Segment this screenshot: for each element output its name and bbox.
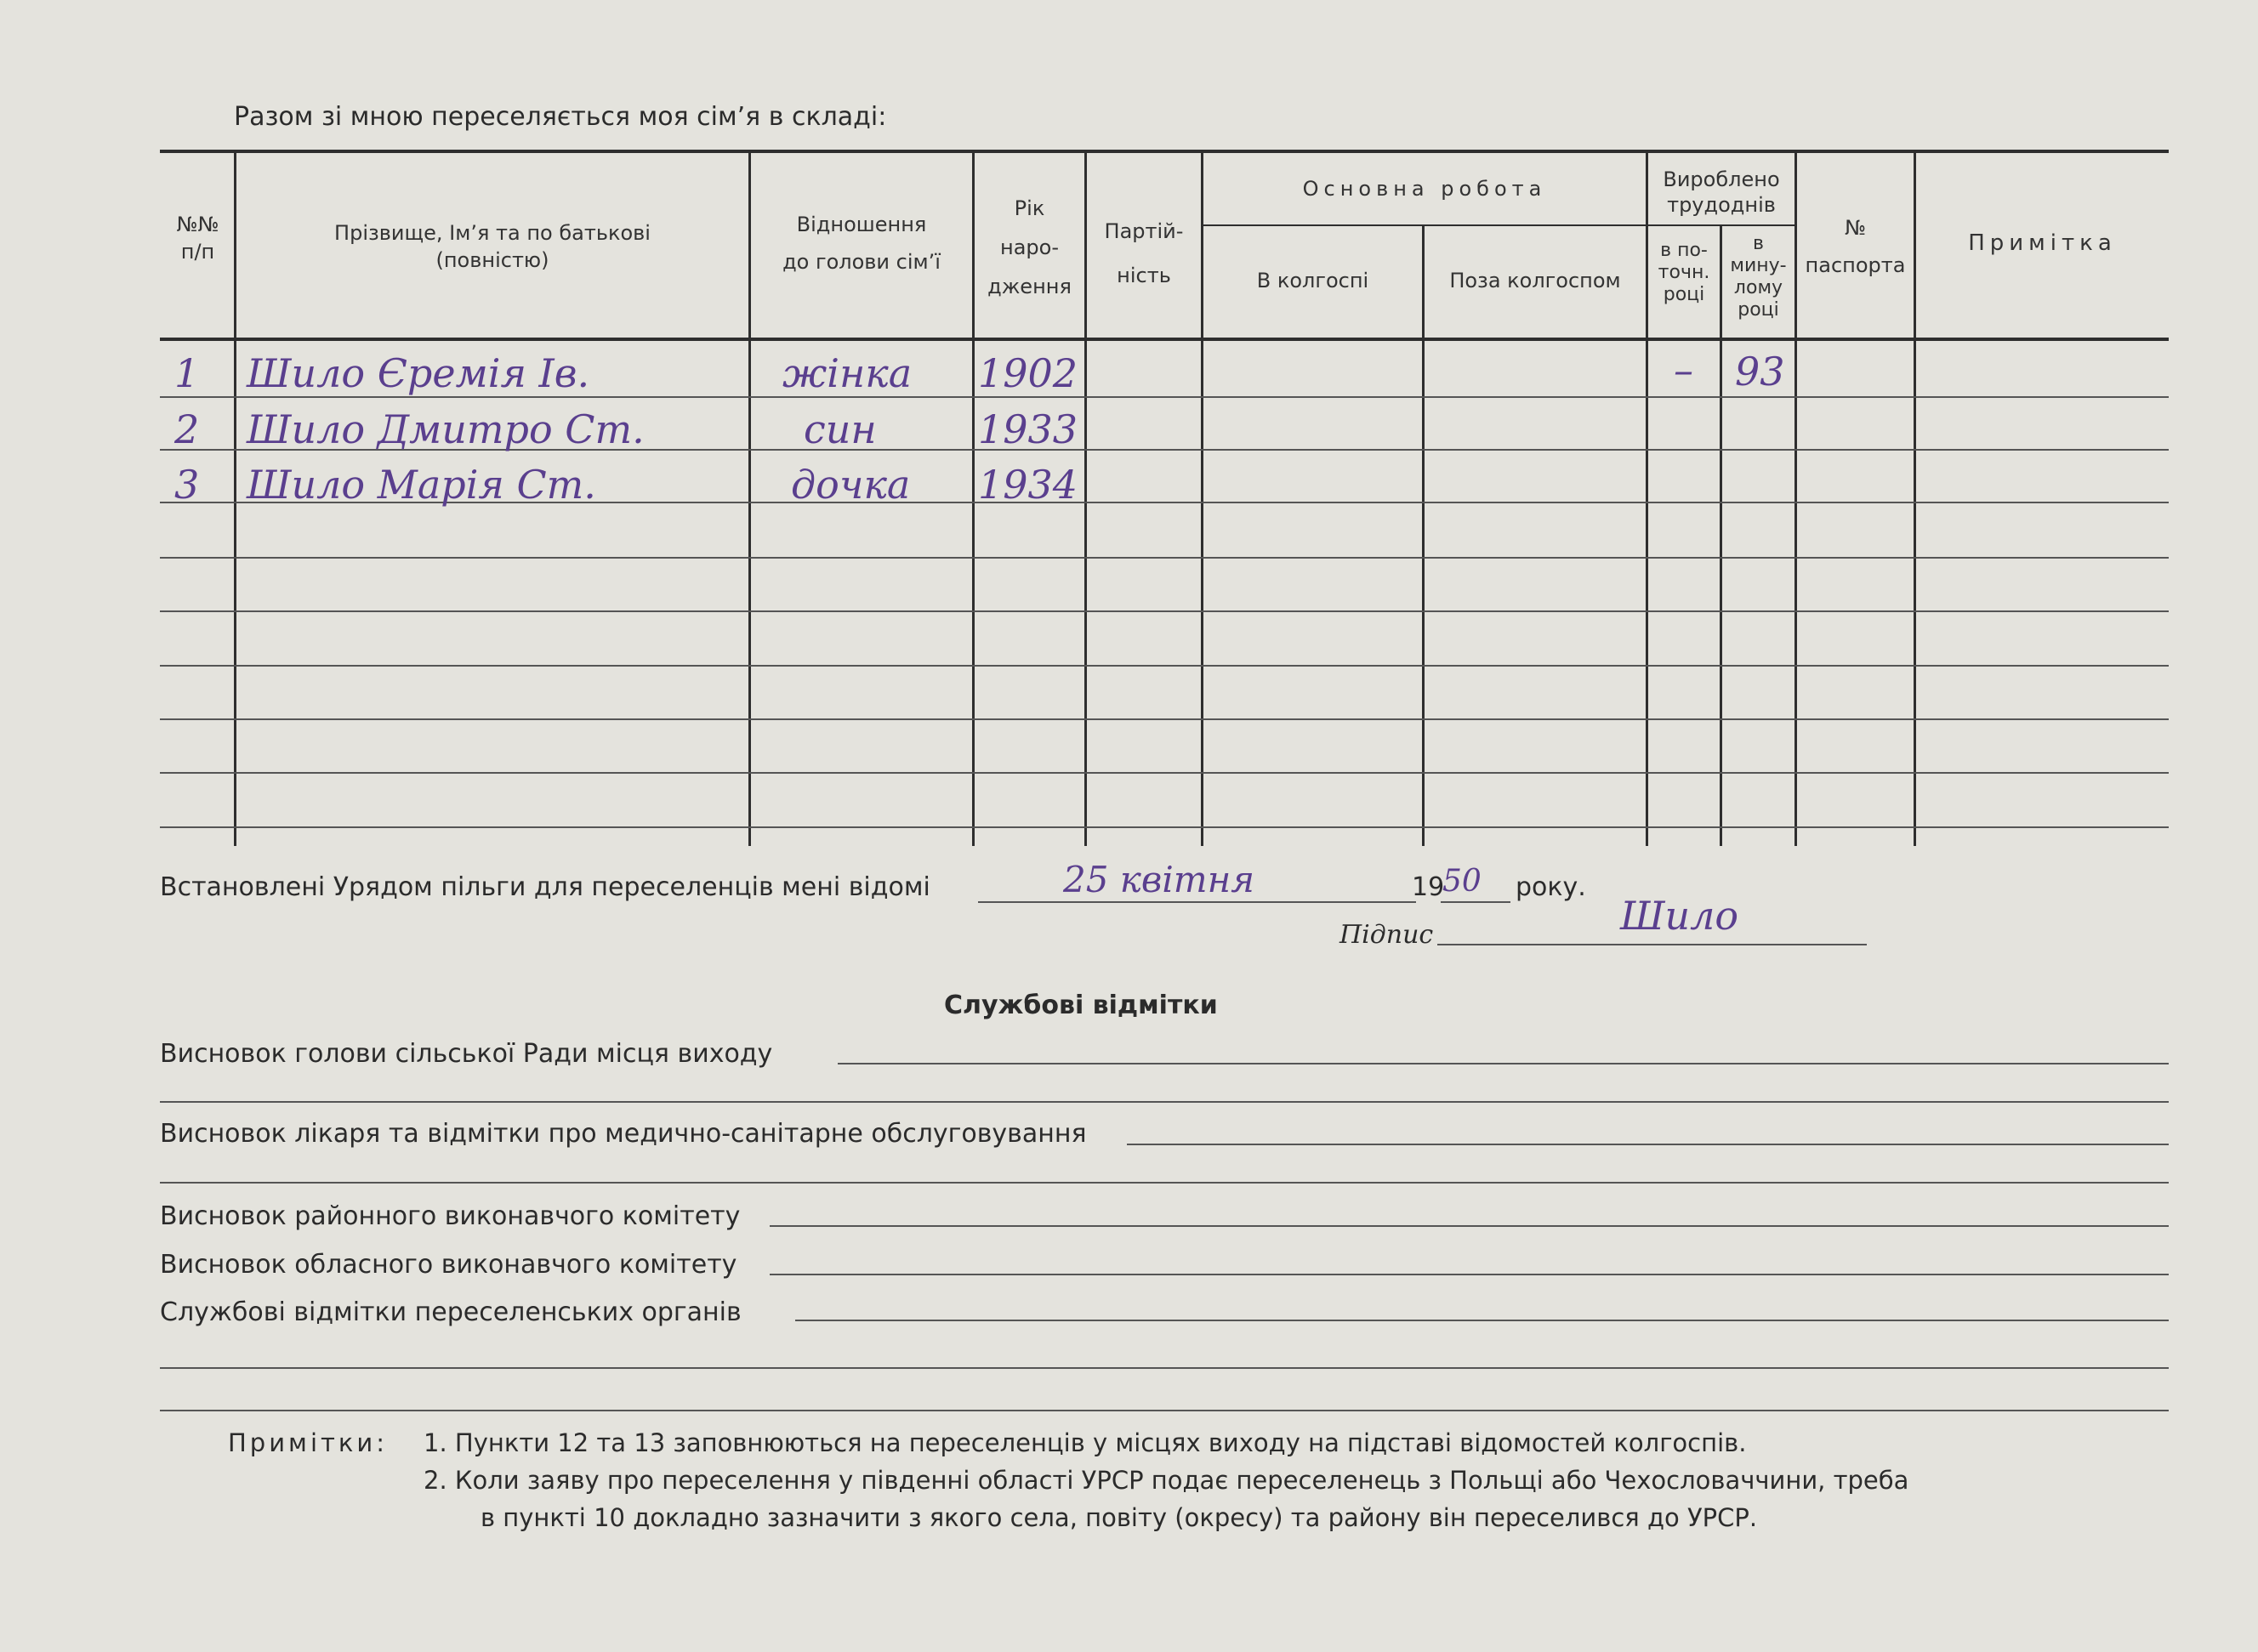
row-2-name: Шило Дмитро Ст. (247, 406, 645, 452)
fill-line (838, 1063, 2169, 1064)
privileges-text: Встановлені Урядом пільги для переселенців мені відомі (160, 872, 930, 902)
row-1-name: Шило Єремія Ів. (247, 350, 590, 396)
row-2-num: 2 (174, 406, 200, 452)
service-line-2: Висновок лікаря та відмітки про медично-санітарне обслуговування (160, 1119, 1087, 1149)
header-rel-l2: до голови сім’ї (782, 250, 941, 274)
header-num-l1: №№ (176, 213, 219, 236)
col-line (1422, 225, 1425, 846)
intro-text: Разом зі мною переселяється моя сім’я в складі: (234, 102, 887, 132)
fill-line (160, 1101, 2169, 1103)
row-line (160, 718, 2169, 720)
service-line-3: Висновок районного виконавчого комітету (160, 1201, 741, 1231)
work-subheader-rule (1203, 224, 1646, 226)
header-trud-cur-l3: році (1663, 284, 1705, 305)
header-trud-l2: трудоднів (1667, 193, 1776, 217)
header-trud-cur-l1: в по- (1660, 240, 1708, 261)
header-passport-l2: паспорта (1805, 253, 1906, 277)
row-2-rel: син (804, 406, 877, 452)
row-2-year: 1933 (978, 406, 1078, 452)
row-1-rel: жінка (782, 350, 913, 396)
trud-subheader-rule (1648, 224, 1794, 226)
row-line (160, 772, 2169, 774)
col-line (1914, 153, 1916, 846)
header-party-l1: Партій- (1104, 219, 1184, 243)
row-line (160, 396, 2169, 398)
note-item-2: 2. Коли заяву про переселення у південні області УРСР подає переселенець з Польщі або Чехословаччини, треба (424, 1466, 1909, 1495)
header-trud-l1: Вироблено (1663, 167, 1780, 191)
note-item-1: 1. Пункти 12 та 13 заповнюються на переселенців у місцях виходу на підставі відомостей колгоспів. (424, 1428, 1747, 1457)
privileges-date: 25 квітня (1063, 859, 1255, 900)
header-party-l2: ність (1117, 264, 1171, 287)
privileges-year-prefix: 19 (1412, 872, 1445, 902)
row-3-year: 1934 (978, 462, 1078, 508)
header-trud-cur-l2: точн. (1658, 262, 1710, 283)
header-passport-l1: № (1845, 216, 1866, 240)
header-work-kolhosp: В колгоспі (1256, 269, 1369, 292)
header-note: Примітка (1968, 230, 2117, 256)
header-year-l3: дження (987, 275, 1072, 298)
fill-line (1127, 1144, 2169, 1145)
header-name-l2: (повністю) (435, 248, 549, 272)
service-line-5: Службові відмітки переселенських органів (160, 1297, 742, 1327)
notes-label: Примітки: (228, 1428, 389, 1457)
header-num-l2: п/п (180, 240, 215, 264)
signature-value: Шило (1620, 893, 1739, 939)
header-work: Основна робота (1302, 177, 1547, 201)
privileges-year-line (1441, 901, 1510, 903)
service-title: Службові відмітки (944, 991, 1218, 1020)
signature-label: Підпис (1339, 920, 1434, 950)
table-header-bottom-rule (160, 338, 2169, 341)
fill-line (770, 1274, 2169, 1275)
header-trud-prev-l2: мину- (1730, 255, 1787, 276)
row-line (160, 826, 2169, 828)
row-1-trud-cur: – (1674, 347, 1693, 393)
row-3-num: 3 (174, 462, 200, 508)
privileges-year-suffix: року. (1516, 872, 1586, 902)
service-line-1: Висновок голови сільської Ради місця виходу (160, 1039, 773, 1069)
header-trud-prev-l3: лому (1733, 277, 1783, 298)
header-year-l1: Рік (1014, 196, 1045, 220)
row-1-trud-prev: 93 (1735, 349, 1785, 395)
row-line (160, 557, 2169, 559)
header-work-outside: Поза колгоспом (1449, 269, 1621, 292)
header-trud-prev-l4: році (1738, 299, 1779, 321)
row-1-year: 1902 (978, 350, 1078, 396)
header-year-l2: наро- (1000, 236, 1059, 259)
header-rel-l1: Відношення (796, 213, 927, 236)
row-line (160, 665, 2169, 667)
col-line (1201, 153, 1203, 846)
header-name-l1: Прізвище, Ім’я та по батькові (334, 221, 651, 245)
row-line (160, 610, 2169, 612)
table-top-rule (160, 150, 2169, 153)
note-item-3: в пункті 10 докладно зазначити з якого села, повіту (окресу) та району він переселився до УРСР. (481, 1503, 1758, 1532)
row-3-name: Шило Марія Ст. (247, 462, 596, 508)
header-trud-prev-l1: в (1753, 233, 1764, 254)
fill-line (160, 1182, 2169, 1184)
fill-line (795, 1320, 2169, 1321)
row-1-num: 1 (174, 350, 200, 396)
privileges-date-line (978, 901, 1416, 903)
fill-line (770, 1225, 2169, 1227)
fill-line (160, 1367, 2169, 1369)
privileges-year: 50 (1442, 864, 1482, 899)
service-line-4: Висновок обласного виконавчого комітету (160, 1250, 737, 1280)
row-3-rel: дочка (791, 462, 911, 508)
signature-line (1437, 944, 1867, 945)
fill-line (160, 1410, 2169, 1411)
